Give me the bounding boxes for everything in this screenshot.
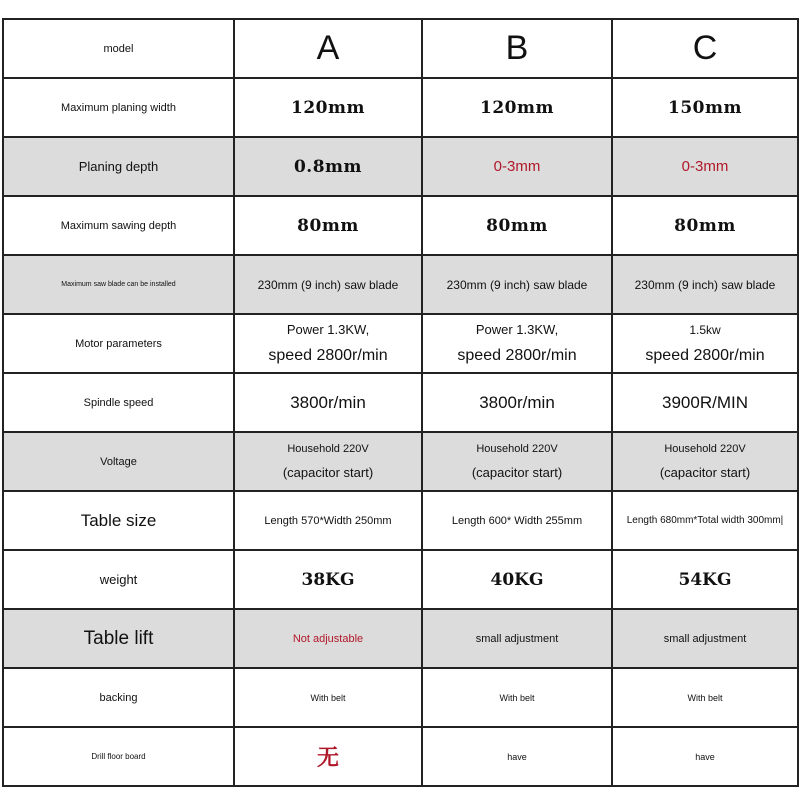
cell-b: 0-3mm [423,138,613,197]
cell-a: 0.8mm [235,138,423,197]
cell-c: 1.5kw speed 2800r/min [613,315,799,374]
cell-c: 230mm (9 inch) saw blade [613,256,799,315]
row-label: Table lift [4,610,235,669]
cell-c: small adjustment [613,610,799,669]
cell-b: 40KG [423,551,613,610]
cell-a: With belt [235,669,423,728]
cell-c: have [613,728,799,787]
cell-a: 无 [235,728,423,787]
cell-c: With belt [613,669,799,728]
column-header-c: C [613,20,799,79]
cell-a: 230mm (9 inch) saw blade [235,256,423,315]
cell-b: Length 600* Width 255mm [423,492,613,551]
cell-b: With belt [423,669,613,728]
cell-a: Power 1.3KW, speed 2800r/min [235,315,423,374]
row-label-model: model [4,20,235,79]
cell-a: Not adjustable [235,610,423,669]
cell-c: Length 680mm*Total width 300mm| [613,492,799,551]
row-label: Planing depth [4,138,235,197]
row-label: Drill floor board [4,728,235,787]
column-header-b: B [423,20,613,79]
column-header-a: A [235,20,423,79]
cell-a: 3800r/min [235,374,423,433]
row-label: Spindle speed [4,374,235,433]
cell-c: 54KG [613,551,799,610]
cell-b: 3800r/min [423,374,613,433]
cell-b: have [423,728,613,787]
cell-a: Length 570*Width 250mm [235,492,423,551]
row-label: Maximum sawing depth [4,197,235,256]
cell-a: 38KG [235,551,423,610]
spec-table [2,18,799,787]
row-label: Motor parameters [4,315,235,374]
cell-a: 120mm [235,79,423,138]
cell-b: Power 1.3KW, speed 2800r/min [423,315,613,374]
cell-c: 3900R/MIN [613,374,799,433]
cell-b: 80mm [423,197,613,256]
cell-c: Household 220V (capacitor start) [613,433,799,492]
cell-c: 150mm [613,79,799,138]
row-label: Voltage [4,433,235,492]
cell-a: Household 220V (capacitor start) [235,433,423,492]
row-label: weight [4,551,235,610]
row-label: Maximum saw blade can be installed [4,256,235,315]
cell-b: small adjustment [423,610,613,669]
cell-b: 120mm [423,79,613,138]
cell-b: Household 220V (capacitor start) [423,433,613,492]
cell-c: 80mm [613,197,799,256]
cell-c: 0-3mm [613,138,799,197]
row-label: Maximum planing width [4,79,235,138]
row-label: Table size [4,492,235,551]
cell-a: 80mm [235,197,423,256]
cell-b: 230mm (9 inch) saw blade [423,256,613,315]
row-label: backing [4,669,235,728]
